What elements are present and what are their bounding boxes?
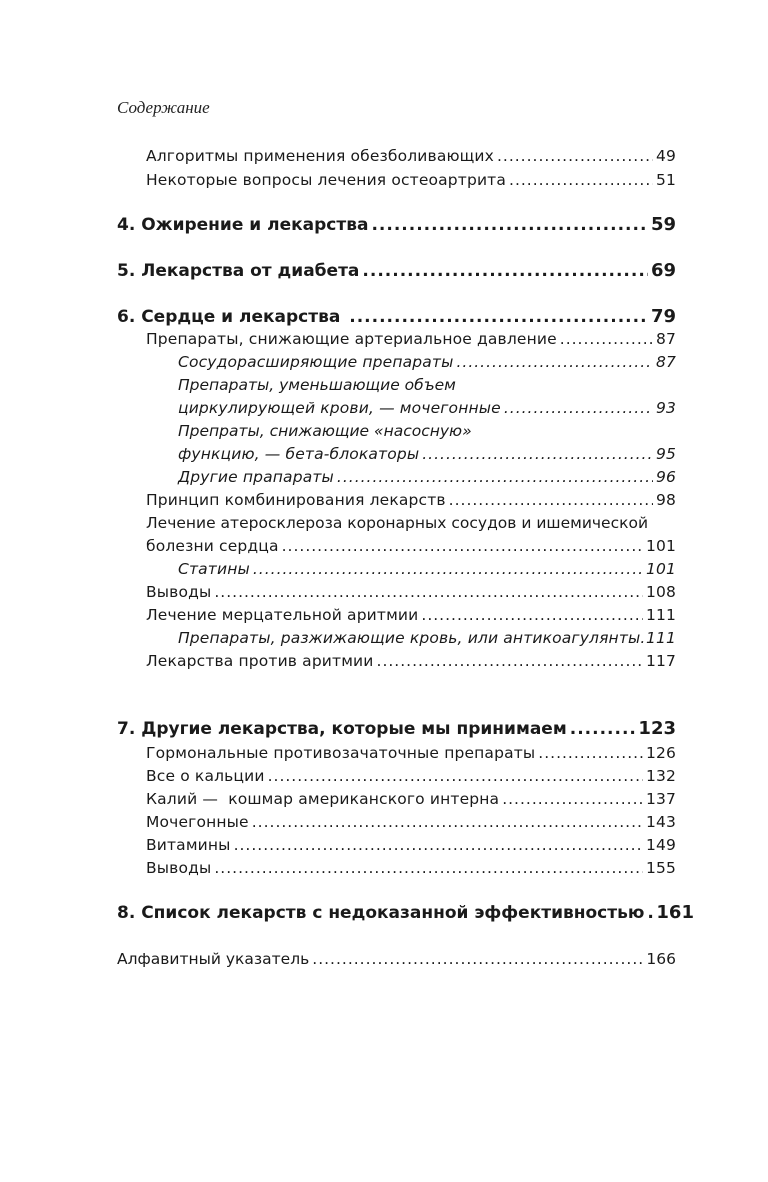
chapter-entry[interactable] — [117, 214, 676, 235]
toc-subentry[interactable] — [178, 445, 676, 463]
toc-entry-title: болезни сердца — [146, 537, 279, 555]
leader-dots — [253, 560, 643, 578]
toc-entry-line1[interactable]: Лечение атеросклероза коронарных сосудов и ишемической — [146, 514, 649, 532]
leader-dots — [234, 836, 643, 854]
chapter-page: 79 — [650, 306, 676, 327]
toc-entry[interactable] — [146, 836, 676, 854]
toc-entry-page: 132 — [645, 767, 676, 785]
chapter-title: 6. Сердце и лекарства — [117, 307, 347, 327]
toc-entry[interactable] — [146, 491, 676, 509]
chapter-title: 5. Лекарства от диабета — [117, 261, 360, 281]
leader-dots — [497, 147, 653, 165]
leader-dots — [312, 950, 643, 968]
toc-entry-title: Все о кальции — [146, 767, 265, 785]
chapter-page: 59 — [650, 214, 676, 235]
toc-subentry[interactable] — [178, 560, 676, 578]
toc-subentry-line1[interactable]: Препраты, снижающие «насосную» — [178, 422, 472, 440]
toc-entry-page: 111 — [645, 629, 676, 647]
leader-dots — [560, 330, 653, 348]
toc-entry[interactable] — [146, 652, 676, 670]
toc-entry[interactable] — [146, 606, 676, 624]
toc-entry-title: Другие прапараты — [178, 468, 334, 486]
toc-subentry-line1[interactable]: Препараты, уменьшающие объем — [178, 376, 456, 394]
leader-dots — [282, 537, 643, 555]
toc-entry-title: циркулирующей крови, — мочегонные — [178, 399, 501, 417]
toc-entry-title: Сосудорасширяющие препараты — [178, 353, 454, 371]
toc-entry-title: функцию, — бета-блокаторы — [178, 445, 420, 463]
chapter-entry[interactable] — [117, 260, 676, 281]
toc-entry[interactable] — [146, 583, 676, 601]
toc-entry[interactable] — [146, 767, 676, 785]
leader-dots — [337, 468, 653, 486]
leader-dots — [421, 606, 643, 624]
chapter-page: 161 — [656, 902, 694, 923]
leader-dots — [214, 583, 643, 601]
toc-entry[interactable] — [146, 147, 676, 165]
chapter-title: 4. Ожирение и лекарства — [117, 215, 369, 235]
chapter-page: 123 — [638, 718, 676, 739]
toc-entry-title: Принцип комбинирования лекарств — [146, 491, 446, 509]
index-title: Алфавитный указатель — [117, 950, 310, 968]
index-page: 166 — [646, 950, 676, 968]
toc-entry-page: 108 — [645, 583, 676, 601]
toc-entry-title: Препараты, снижающие артериальное давление — [146, 330, 557, 348]
toc-subentry[interactable] — [178, 468, 676, 486]
chapter-title: 8. Список лекарств с недоказанной эффективностью — [117, 903, 645, 923]
toc-entry-page: 149 — [645, 836, 676, 854]
toc-entry-page: 49 — [655, 147, 676, 165]
leader-dots — [449, 491, 653, 509]
toc-entry[interactable] — [146, 790, 676, 808]
toc-entry-page: 51 — [655, 171, 676, 189]
toc-entry-title: Лекарства против аритмии — [146, 652, 374, 670]
index-entry[interactable] — [117, 950, 676, 968]
toc-entry-page: 111 — [645, 606, 676, 624]
chapter-page: 69 — [650, 260, 676, 281]
toc-entry-page: 96 — [655, 468, 676, 486]
leader-dots — [349, 307, 648, 327]
toc-entry-title: Алгоритмы применения обезболивающих — [146, 147, 494, 165]
toc-entry-page: 101 — [645, 560, 676, 578]
toc-entry[interactable] — [146, 330, 676, 348]
toc-entry-title: Некоторые вопросы лечения остеоартрита — [146, 171, 507, 189]
leader-dots — [502, 790, 643, 808]
toc-entry-page: 101 — [645, 537, 676, 555]
toc-entry-page: 93 — [655, 399, 676, 417]
leader-dots — [570, 719, 636, 739]
toc-entry-page: 98 — [655, 491, 676, 509]
chapter-entry[interactable] — [117, 718, 676, 739]
toc-entry-title: Статины — [178, 560, 250, 578]
toc-entry-title: Мочегонные — [146, 813, 249, 831]
leader-dots — [268, 767, 643, 785]
leader-dots — [456, 353, 653, 371]
leader-dots — [509, 171, 653, 189]
toc-entry[interactable] — [146, 744, 676, 762]
running-header: Содержание — [117, 98, 210, 117]
toc-subentry[interactable] — [178, 399, 676, 417]
leader-dots — [422, 445, 653, 463]
leader-dots — [377, 652, 643, 670]
toc-entry-title: Выводы — [146, 859, 212, 877]
leader-dots — [538, 744, 643, 762]
toc-entry-title: Выводы — [146, 583, 212, 601]
toc-entry[interactable] — [146, 171, 676, 189]
leader-dots — [371, 215, 647, 235]
leader-dots — [504, 399, 653, 417]
toc-entry-title: Калий — кошмар американского интерна — [146, 790, 500, 808]
chapter-entry[interactable] — [117, 902, 694, 923]
leader-dots — [214, 859, 643, 877]
chapter-title: 7. Другие лекарства, которые мы принимаем — [117, 719, 567, 739]
toc-entry-title: Лечение мерцательной аритмии — [146, 606, 419, 624]
toc-entry-page: 117 — [645, 652, 676, 670]
leader-dots — [252, 813, 643, 831]
toc-entry-page: 126 — [645, 744, 676, 762]
toc-entry-title: Гормональные противозачаточные препараты — [146, 744, 536, 762]
toc-entry-page: 95 — [655, 445, 676, 463]
toc-entry-page: 143 — [645, 813, 676, 831]
toc-entry-page: 155 — [645, 859, 676, 877]
leader-dots — [362, 261, 648, 281]
toc-subentry[interactable] — [178, 629, 676, 647]
toc-entry-page: 137 — [645, 790, 676, 808]
leader-dots — [647, 903, 653, 923]
toc-entry-page: 87 — [655, 330, 676, 348]
toc-entry-title: Препараты, разжижающие кровь, или антикоагулянты — [178, 629, 641, 647]
toc-entry[interactable] — [146, 859, 676, 877]
toc-subentry[interactable] — [178, 353, 676, 371]
toc-entry[interactable] — [146, 813, 676, 831]
toc-entry[interactable] — [146, 537, 676, 555]
toc-entry-page: 87 — [655, 353, 676, 371]
chapter-entry[interactable] — [117, 306, 676, 327]
toc-entry-title: Витамины — [146, 836, 231, 854]
